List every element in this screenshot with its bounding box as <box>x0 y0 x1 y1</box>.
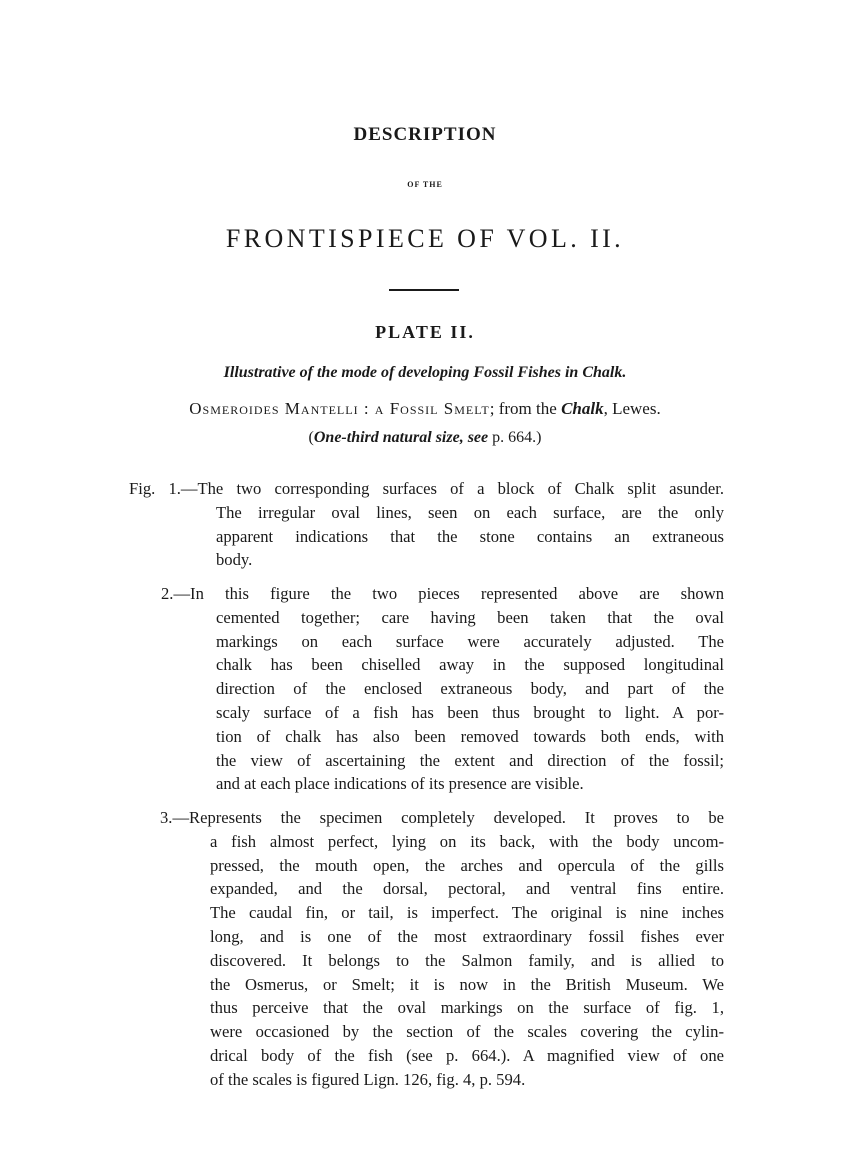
paragraph-line: 3.—Represents the specimen completely developed. It proves to be <box>160 808 724 827</box>
paragraph-line: chalk has been chiselled away in the supposed longitudinal <box>216 655 724 675</box>
scale-ref: p. 664.) <box>488 429 542 446</box>
paragraph-line: of the scales is figured Lign. 126, fig. 4, p. 594. <box>210 1069 526 1089</box>
paragraph-line: expanded, and the dorsal, pectoral, and ventral fins entire. <box>210 879 724 899</box>
paragraph-line: were occasioned by the section of the scales covering the cylin- <box>210 1022 724 1042</box>
paragraph-line: the Osmerus, or Smelt; it is now in the British Museum. We <box>210 974 724 994</box>
species-name: Osmeroides Mantelli : a Fossil Smelt <box>189 399 490 418</box>
heading-frontispiece: FRONTISPIECE OF VOL. II. <box>225 224 625 253</box>
paragraph-line: Fig. 1.—The two corresponding surfaces of a block of Chalk split asunder. <box>129 479 724 498</box>
scale-open: ( <box>308 429 314 446</box>
paragraph-line: The irregular oval lines, seen on each surface, are the only <box>216 502 724 522</box>
paragraph-line: discovered. It belongs to the Salmon family, and is allied to <box>210 950 724 970</box>
plate-caption: Illustrative of the mode of developing Fossil Fishes in Chalk. <box>223 364 627 381</box>
paragraph-line: thus perceive that the oval markings on the surface of fig. 1, <box>210 998 724 1018</box>
species-town: , Lewes. <box>603 399 661 418</box>
paragraph-line: and at each place indications of its presence are visible. <box>216 774 584 794</box>
figure-1-description <box>129 477 724 572</box>
paragraph-line: apparent indications that the stone contains an extraneous <box>216 526 724 546</box>
paragraph-line: pressed, the mouth open, the arches and opercula of the gills <box>210 855 724 875</box>
paragraph-line: body. <box>216 550 253 570</box>
scale-note <box>0 429 850 447</box>
paragraph-line: drical body of the fish (see p. 664.). A magnified view of one <box>210 1045 724 1065</box>
species-from: ; from the <box>489 399 562 418</box>
paragraph-line: markings on each surface were accurately adjusted. The <box>216 631 724 651</box>
figure-2-description <box>161 582 724 796</box>
paragraph-line: tion of chalk has also been removed towards both ends, with <box>216 726 724 746</box>
paragraph-line: scaly surface of a fish has been thus brought to light. A por- <box>216 702 724 722</box>
heading-description: DESCRIPTION <box>353 124 497 145</box>
paragraph-line: long, and is one of the most extraordinary fossil fishes ever <box>210 926 724 946</box>
paragraph-line: 2.—In this figure the two pieces represented above are shown <box>161 584 724 603</box>
paragraph-line: The caudal fin, or tail, is imperfect. The original is nine inches <box>210 903 724 923</box>
heading-of-the: OF THE <box>407 180 443 189</box>
paragraph-line: the view of ascertaining the extent and direction of the fossil; <box>216 750 724 770</box>
species-place: Chalk <box>561 399 604 418</box>
divider-rule <box>389 289 459 291</box>
scale-text: One-third natural size, see <box>313 429 489 446</box>
paragraph-line: a fish almost perfect, lying on its back, with the body uncom- <box>210 831 724 851</box>
figure-3-description <box>160 806 724 1092</box>
plate-title: PLATE II. <box>375 322 475 342</box>
paragraph-line: cemented together; care having been taken that the oval <box>216 607 724 627</box>
paragraph-line: direction of the enclosed extraneous body, and part of the <box>216 679 724 699</box>
species-line <box>0 399 850 419</box>
